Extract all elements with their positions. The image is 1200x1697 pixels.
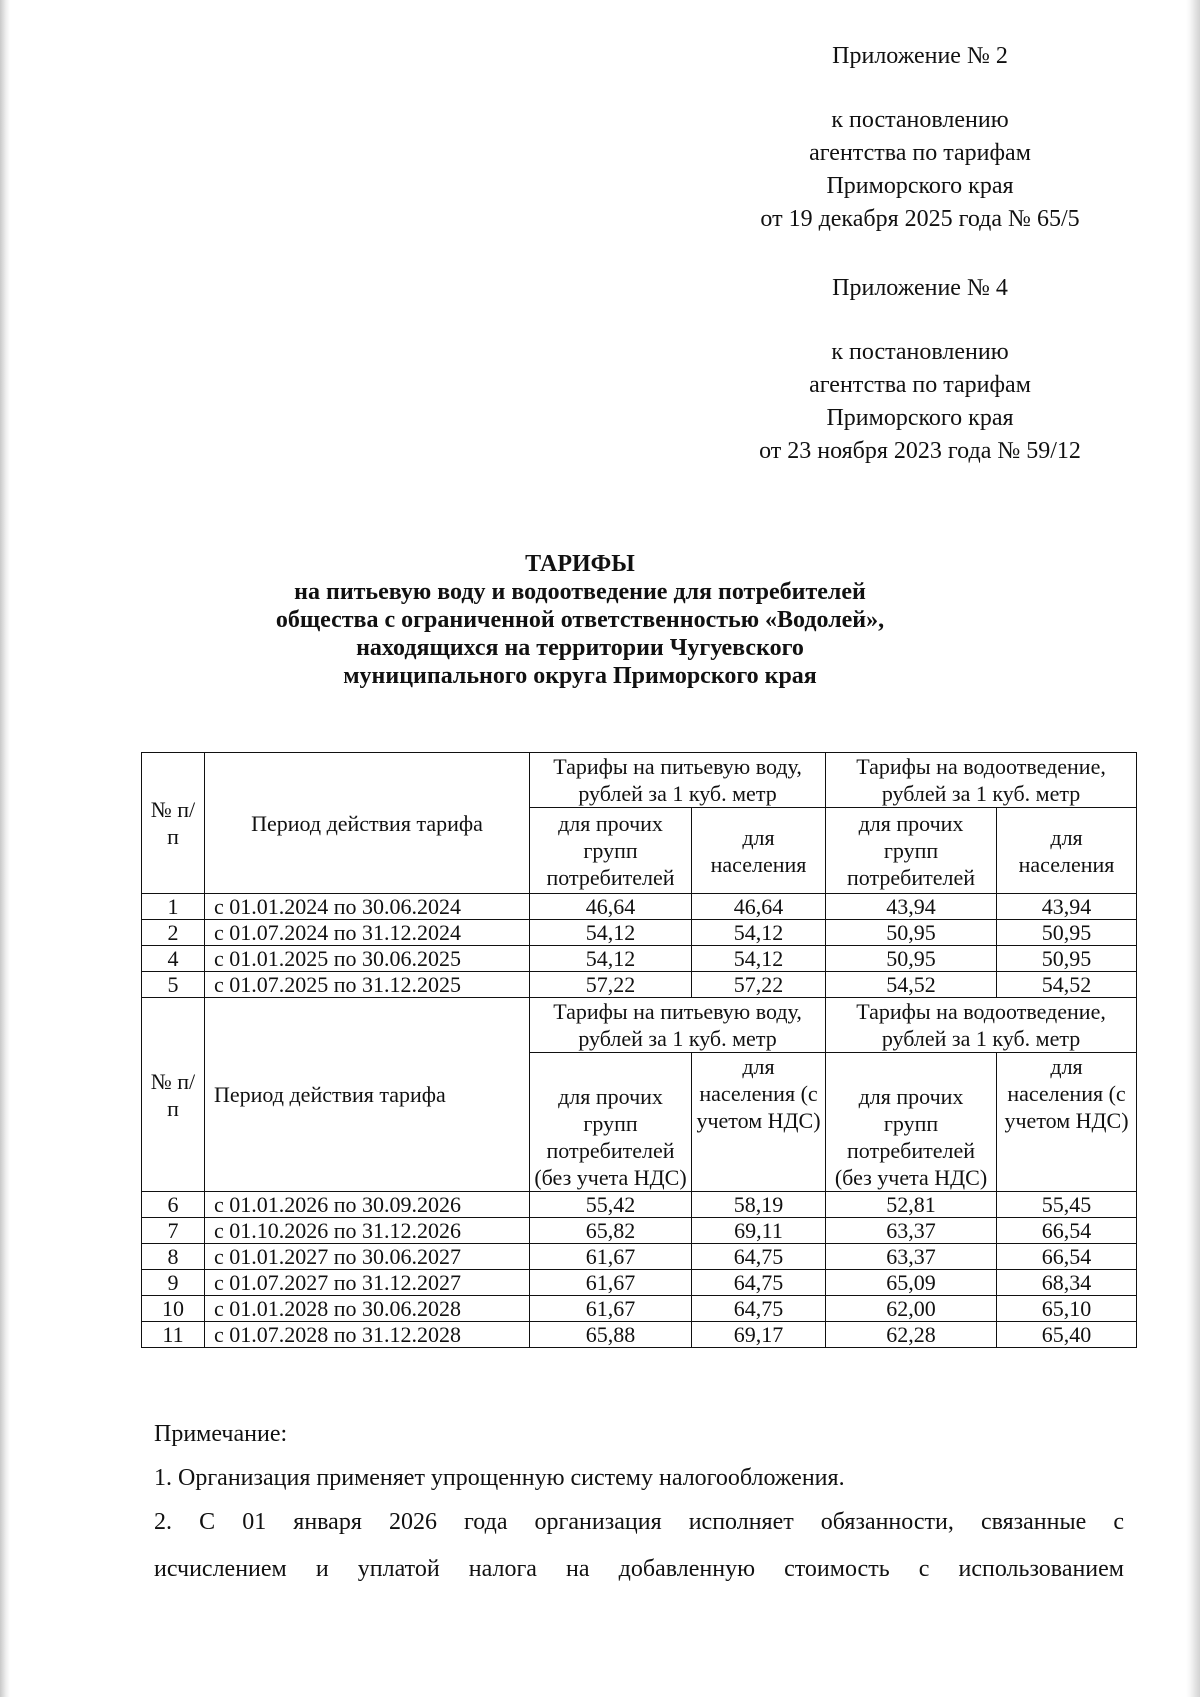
- row-num: 10: [142, 1296, 205, 1322]
- row-water-population: 46,64: [692, 894, 826, 920]
- row-sewer-population: 66,54: [997, 1218, 1137, 1244]
- row-num: 1: [142, 894, 205, 920]
- table-row: [142, 1192, 1137, 1218]
- header-water-other: для прочих групп потребителей: [530, 808, 692, 894]
- attachment-4-line: Приморского края: [826, 405, 1014, 431]
- header-water-other: для прочих групп потребителей (без учета НДС): [530, 1053, 692, 1192]
- table-row: [142, 972, 1137, 998]
- header-water: Тарифы на питьевую воду, рублей за 1 куб. метр: [530, 998, 826, 1053]
- row-period: с 01.10.2026 по 31.12.2026: [205, 1218, 530, 1244]
- header-sewer: Тарифы на водоотведение, рублей за 1 куб. метр: [826, 753, 1137, 808]
- row-num: 11: [142, 1322, 205, 1348]
- attachment-2-line: к постановлению: [831, 107, 1009, 133]
- row-sewer-other: 43,94: [826, 894, 997, 920]
- row-water-other: 46,64: [530, 894, 692, 920]
- table-row: [142, 946, 1137, 972]
- row-water-population: 64,75: [692, 1244, 826, 1270]
- notes-section: [154, 1419, 1124, 1601]
- row-period: с 01.01.2025 по 30.06.2025: [205, 946, 530, 972]
- table-row: [142, 1218, 1137, 1244]
- row-num: 6: [142, 1192, 205, 1218]
- heading-line: находящихся на территории Чугуевского: [356, 635, 804, 661]
- row-water-other: 57,22: [530, 972, 692, 998]
- scan-left-edge: [0, 0, 10, 1697]
- row-sewer-other: 63,37: [826, 1218, 997, 1244]
- header-period: Период действия тарифа: [205, 753, 530, 894]
- row-sewer-population: 65,40: [997, 1322, 1137, 1348]
- row-water-population: 64,75: [692, 1296, 826, 1322]
- table-row: [142, 1296, 1137, 1322]
- row-sewer-other: 65,09: [826, 1270, 997, 1296]
- table-row: [142, 1270, 1137, 1296]
- row-sewer-population: 55,45: [997, 1192, 1137, 1218]
- attachment-4-title: Приложение № 4: [832, 275, 1008, 301]
- row-water-population: 58,19: [692, 1192, 826, 1218]
- row-period: с 01.01.2026 по 30.09.2026: [205, 1192, 530, 1218]
- row-water-population: 69,11: [692, 1218, 826, 1244]
- attachment-4-block: [700, 272, 1140, 468]
- row-water-population: 54,12: [692, 946, 826, 972]
- header-num: № п/п: [142, 753, 205, 894]
- header-water-population: для населения: [692, 808, 826, 894]
- header-row-2a: [142, 998, 1137, 1053]
- tariffs-table: [141, 752, 1137, 1348]
- row-sewer-other: 54,52: [826, 972, 997, 998]
- row-sewer-population: 50,95: [997, 946, 1137, 972]
- row-water-other: 65,82: [530, 1218, 692, 1244]
- attachment-2-block: [700, 40, 1140, 236]
- document-heading: [120, 550, 1040, 690]
- table-row: [142, 1322, 1137, 1348]
- heading-line: общества с ограниченной ответственностью «Водолей»,: [275, 607, 885, 633]
- table-row: [142, 920, 1137, 946]
- row-water-population: 64,75: [692, 1270, 826, 1296]
- row-num: 2: [142, 920, 205, 946]
- row-water-population: 57,22: [692, 972, 826, 998]
- row-water-population: 54,12: [692, 920, 826, 946]
- note-item: 1. Организация применяет упрощенную систему налогообложения.: [154, 1465, 845, 1491]
- row-sewer-population: 66,54: [997, 1244, 1137, 1270]
- row-water-other: 54,12: [530, 920, 692, 946]
- header-sewer-other: для прочих групп потребителей: [826, 808, 997, 894]
- heading-title: ТАРИФЫ: [525, 551, 635, 577]
- row-period: с 01.01.2028 по 30.06.2028: [205, 1296, 530, 1322]
- row-water-other: 61,67: [530, 1244, 692, 1270]
- row-water-population: 69,17: [692, 1322, 826, 1348]
- row-period: с 01.07.2025 по 31.12.2025: [205, 972, 530, 998]
- row-water-other: 65,88: [530, 1322, 692, 1348]
- row-num: 5: [142, 972, 205, 998]
- row-sewer-population: 68,34: [997, 1270, 1137, 1296]
- row-water-other: 54,12: [530, 946, 692, 972]
- attachment-2-line: Приморского края: [826, 173, 1014, 199]
- row-sewer-population: 43,94: [997, 894, 1137, 920]
- header-num: № п/п: [142, 998, 205, 1192]
- row-sewer-other: 63,37: [826, 1244, 997, 1270]
- header-sewer: Тарифы на водоотведение, рублей за 1 куб. метр: [826, 998, 1137, 1053]
- header-water: Тарифы на питьевую воду, рублей за 1 куб. метр: [530, 753, 826, 808]
- attachment-2-line: от 19 декабря 2025 года № 65/5: [760, 206, 1080, 232]
- row-num: 4: [142, 946, 205, 972]
- row-period: с 01.01.2024 по 30.06.2024: [205, 894, 530, 920]
- attachment-4-line: к постановлению: [831, 339, 1009, 365]
- header-row-1a: [142, 753, 1137, 808]
- scan-right-edge: [1186, 0, 1200, 1697]
- note-item: исчислением и уплатой налога на добавленную стоимость с использованием: [154, 1556, 1124, 1582]
- row-period: с 01.07.2028 по 31.12.2028: [205, 1322, 530, 1348]
- heading-line: на питьевую воду и водоотведение для потребителей: [294, 579, 866, 605]
- row-num: 8: [142, 1244, 205, 1270]
- row-sewer-other: 62,28: [826, 1322, 997, 1348]
- table-row: [142, 1244, 1137, 1270]
- row-num: 9: [142, 1270, 205, 1296]
- attachment-2-line: агентства по тарифам: [809, 140, 1031, 166]
- header-period: Период действия тарифа: [205, 998, 530, 1192]
- row-period: с 01.07.2027 по 31.12.2027: [205, 1270, 530, 1296]
- row-sewer-other: 50,95: [826, 920, 997, 946]
- table-row: [142, 894, 1137, 920]
- attachment-4-line: от 23 ноября 2023 года № 59/12: [759, 438, 1081, 464]
- row-sewer-other: 52,81: [826, 1192, 997, 1218]
- header-water-population: для населения (с учетом НДС): [692, 1053, 826, 1192]
- header-sewer-population: для населения: [997, 808, 1137, 894]
- row-num: 7: [142, 1218, 205, 1244]
- note-item: 2. С 01 января 2026 года организация исполняет обязанности, связанные с: [154, 1509, 1124, 1535]
- row-water-other: 61,67: [530, 1296, 692, 1322]
- row-water-other: 55,42: [530, 1192, 692, 1218]
- attachment-4-line: агентства по тарифам: [809, 372, 1031, 398]
- row-water-other: 61,67: [530, 1270, 692, 1296]
- row-sewer-other: 62,00: [826, 1296, 997, 1322]
- header-sewer-population: для населения (с учетом НДС): [997, 1053, 1137, 1192]
- notes-title: Примечание:: [154, 1421, 288, 1447]
- heading-line: муниципального округа Приморского края: [343, 663, 817, 689]
- row-sewer-population: 54,52: [997, 972, 1137, 998]
- row-sewer-population: 65,10: [997, 1296, 1137, 1322]
- attachment-2-title: Приложение № 2: [832, 43, 1008, 69]
- row-sewer-other: 50,95: [826, 946, 997, 972]
- row-sewer-population: 50,95: [997, 920, 1137, 946]
- header-sewer-other: для прочих групп потребителей (без учета НДС): [826, 1053, 997, 1192]
- row-period: с 01.07.2024 по 31.12.2024: [205, 920, 530, 946]
- row-period: с 01.01.2027 по 30.06.2027: [205, 1244, 530, 1270]
